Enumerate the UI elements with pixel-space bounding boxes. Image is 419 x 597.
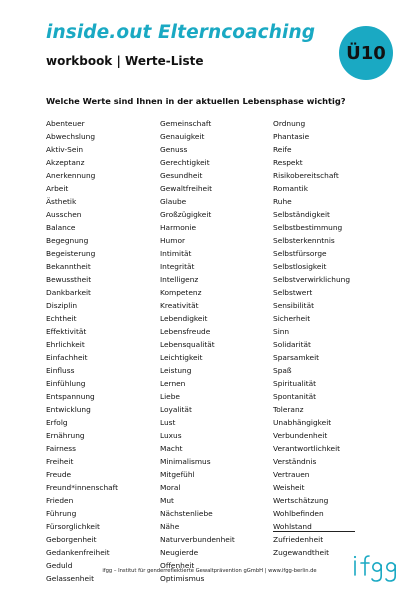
value-item: Freund*innenschaft — [46, 483, 119, 492]
value-item: Dankbarkeit — [46, 288, 91, 297]
value-item: Gerechtigkeit — [160, 158, 210, 167]
value-item: Abenteuer — [46, 119, 85, 128]
value-item: Neugierde — [160, 548, 199, 557]
value-item: Spontanität — [273, 392, 317, 401]
ifgg-logo — [350, 551, 402, 590]
value-item: Moral — [160, 483, 181, 492]
value-item: Gedankenfreiheit — [46, 548, 110, 557]
values-column-2 — [160, 117, 235, 585]
value-item: Integrität — [160, 262, 195, 271]
badge-label: Ü10 — [346, 42, 386, 64]
value-item: Selbständigkeit — [273, 210, 330, 219]
value-item: Risikobereitschaft — [273, 171, 339, 180]
value-item: Einfluss — [46, 366, 75, 375]
value-item: Großzügigkeit — [160, 210, 212, 219]
value-item: Einfühlung — [46, 379, 86, 388]
value-item: Weisheit — [273, 483, 305, 492]
value-item: Lebendigkeit — [160, 314, 208, 323]
value-item: Gesundheit — [160, 171, 203, 180]
value-item: Wohlstand — [273, 522, 312, 531]
value-item: Arbeit — [46, 184, 69, 193]
value-item: Intelligenz — [160, 275, 199, 284]
value-item: Disziplin — [46, 301, 78, 310]
value-item: Wertschätzung — [273, 496, 329, 505]
value-item: Ehrlichkeit — [46, 340, 85, 349]
value-item: Minimalismus — [160, 457, 211, 466]
exercise-badge — [339, 26, 393, 80]
value-item: Harmonie — [160, 223, 197, 232]
value-item: Bewusstheit — [46, 275, 92, 284]
value-item: Spaß — [273, 366, 292, 375]
value-item: Lebensqualität — [160, 340, 215, 349]
value-item: Gemeinschaft — [160, 119, 212, 128]
value-item: Zufriedenheit — [273, 535, 324, 544]
value-item: Abwechslung — [46, 132, 96, 141]
value-item: Reife — [273, 145, 292, 154]
value-item: Offenheit — [160, 561, 195, 570]
value-item: Leichtigkeit — [160, 353, 203, 362]
value-item: Frieden — [46, 496, 74, 505]
value-item: Freude — [46, 470, 72, 479]
value-item: Ästhetik — [46, 197, 77, 206]
value-item: Leistung — [160, 366, 192, 375]
value-item: Naturverbundenheit — [160, 535, 235, 544]
value-item: Sensibilität — [273, 301, 315, 310]
value-item: Selbstfürsorge — [273, 249, 327, 258]
value-item: Balance — [46, 223, 76, 232]
value-item: Fürsorglichkeit — [46, 522, 100, 531]
value-item: Bekanntheit — [46, 262, 91, 271]
value-item: Solidarität — [273, 340, 311, 349]
value-item: Intimität — [160, 249, 192, 258]
value-item: Spiritualität — [273, 379, 317, 388]
value-item: Anerkennung — [46, 171, 96, 180]
value-item: Genuss — [160, 145, 188, 154]
value-item: Begeisterung — [46, 249, 96, 258]
value-item: Selbstwert — [273, 288, 313, 297]
value-item: Lernen — [160, 379, 186, 388]
value-item: Sparsamkeit — [273, 353, 320, 362]
value-item: Fairness — [46, 444, 76, 453]
value-item: Lebensfreude — [160, 327, 211, 336]
value-item: Freiheit — [46, 457, 74, 466]
value-item: Genauigkeit — [160, 132, 205, 141]
value-item: Verständnis — [273, 457, 317, 466]
value-item: Unabhängigkeit — [273, 418, 332, 427]
value-item: Sinn — [273, 327, 290, 336]
value-item: Selbstverwirklichung — [273, 275, 351, 284]
value-item: Entspannung — [46, 392, 95, 401]
value-item: Mut — [160, 496, 174, 505]
value-item: Vertrauen — [273, 470, 310, 479]
value-item: Glaube — [160, 197, 187, 206]
value-item: Optimismus — [160, 574, 205, 583]
value-item: Erfolg — [46, 418, 68, 427]
value-item: Echtheit — [46, 314, 77, 323]
value-item: Ruhe — [273, 197, 292, 206]
footer-text: ifgg – Institut für genderreflektierte Gewaltprävention gGmbH | www.ifgg-berlin.de — [102, 568, 317, 574]
value-item: Begegnung — [46, 236, 89, 245]
value-item: Effektivität — [46, 327, 87, 336]
ifgg-logo-icon — [350, 551, 402, 585]
question-heading: Welche Werte sind Ihnen in der aktuellen Lebensphase wichtig? — [46, 96, 346, 106]
value-item: Romantik — [273, 184, 308, 193]
value-item: Luxus — [160, 431, 182, 440]
value-item: Geduld — [46, 561, 73, 570]
value-item: Aktiv-Sein — [46, 145, 84, 154]
value-item: Selbstbestimmung — [273, 223, 343, 232]
values-column-3 — [273, 117, 350, 559]
value-item: Sicherheit — [273, 314, 311, 323]
value-item: Nähe — [160, 522, 180, 531]
value-item: Liebe — [160, 392, 180, 401]
value-item: Nächstenliebe — [160, 509, 213, 518]
value-item: Gelassenheit — [46, 574, 94, 583]
value-item: Wohlbefinden — [273, 509, 324, 518]
value-item: Führung — [46, 509, 77, 518]
value-item: Mitgefühl — [160, 470, 195, 479]
values-column-1 — [46, 117, 118, 585]
blank-entry-line[interactable] — [273, 531, 355, 532]
value-item: Akzeptanz — [46, 158, 85, 167]
value-item: Respekt — [273, 158, 303, 167]
value-item: Ordnung — [273, 119, 306, 128]
value-item: Loyalität — [160, 405, 192, 414]
value-item: Geborgenheit — [46, 535, 97, 544]
value-item: Verbundenheit — [273, 431, 328, 440]
value-item: Macht — [160, 444, 183, 453]
value-item: Selbstlosigkeit — [273, 262, 327, 271]
value-item: Einfachheit — [46, 353, 88, 362]
subtitle: workbook | Werte-Liste — [46, 54, 204, 68]
value-item: Gewaltfreiheit — [160, 184, 213, 193]
value-item: Ernährung — [46, 431, 85, 440]
value-item: Toleranz — [273, 405, 304, 414]
value-item: Humor — [160, 236, 186, 245]
brand-title: inside.out Elterncoaching — [46, 22, 316, 43]
value-item: Zugewandtheit — [273, 548, 330, 557]
value-item: Selbsterkenntnis — [273, 236, 335, 245]
value-item: Kompetenz — [160, 288, 202, 297]
value-item: Ausschen — [46, 210, 82, 219]
value-item: Entwicklung — [46, 405, 91, 414]
value-item: Verantwortlichkeit — [273, 444, 341, 453]
value-item: Lust — [160, 418, 176, 427]
value-item: Kreativität — [160, 301, 199, 310]
value-item: Phantasie — [273, 132, 310, 141]
